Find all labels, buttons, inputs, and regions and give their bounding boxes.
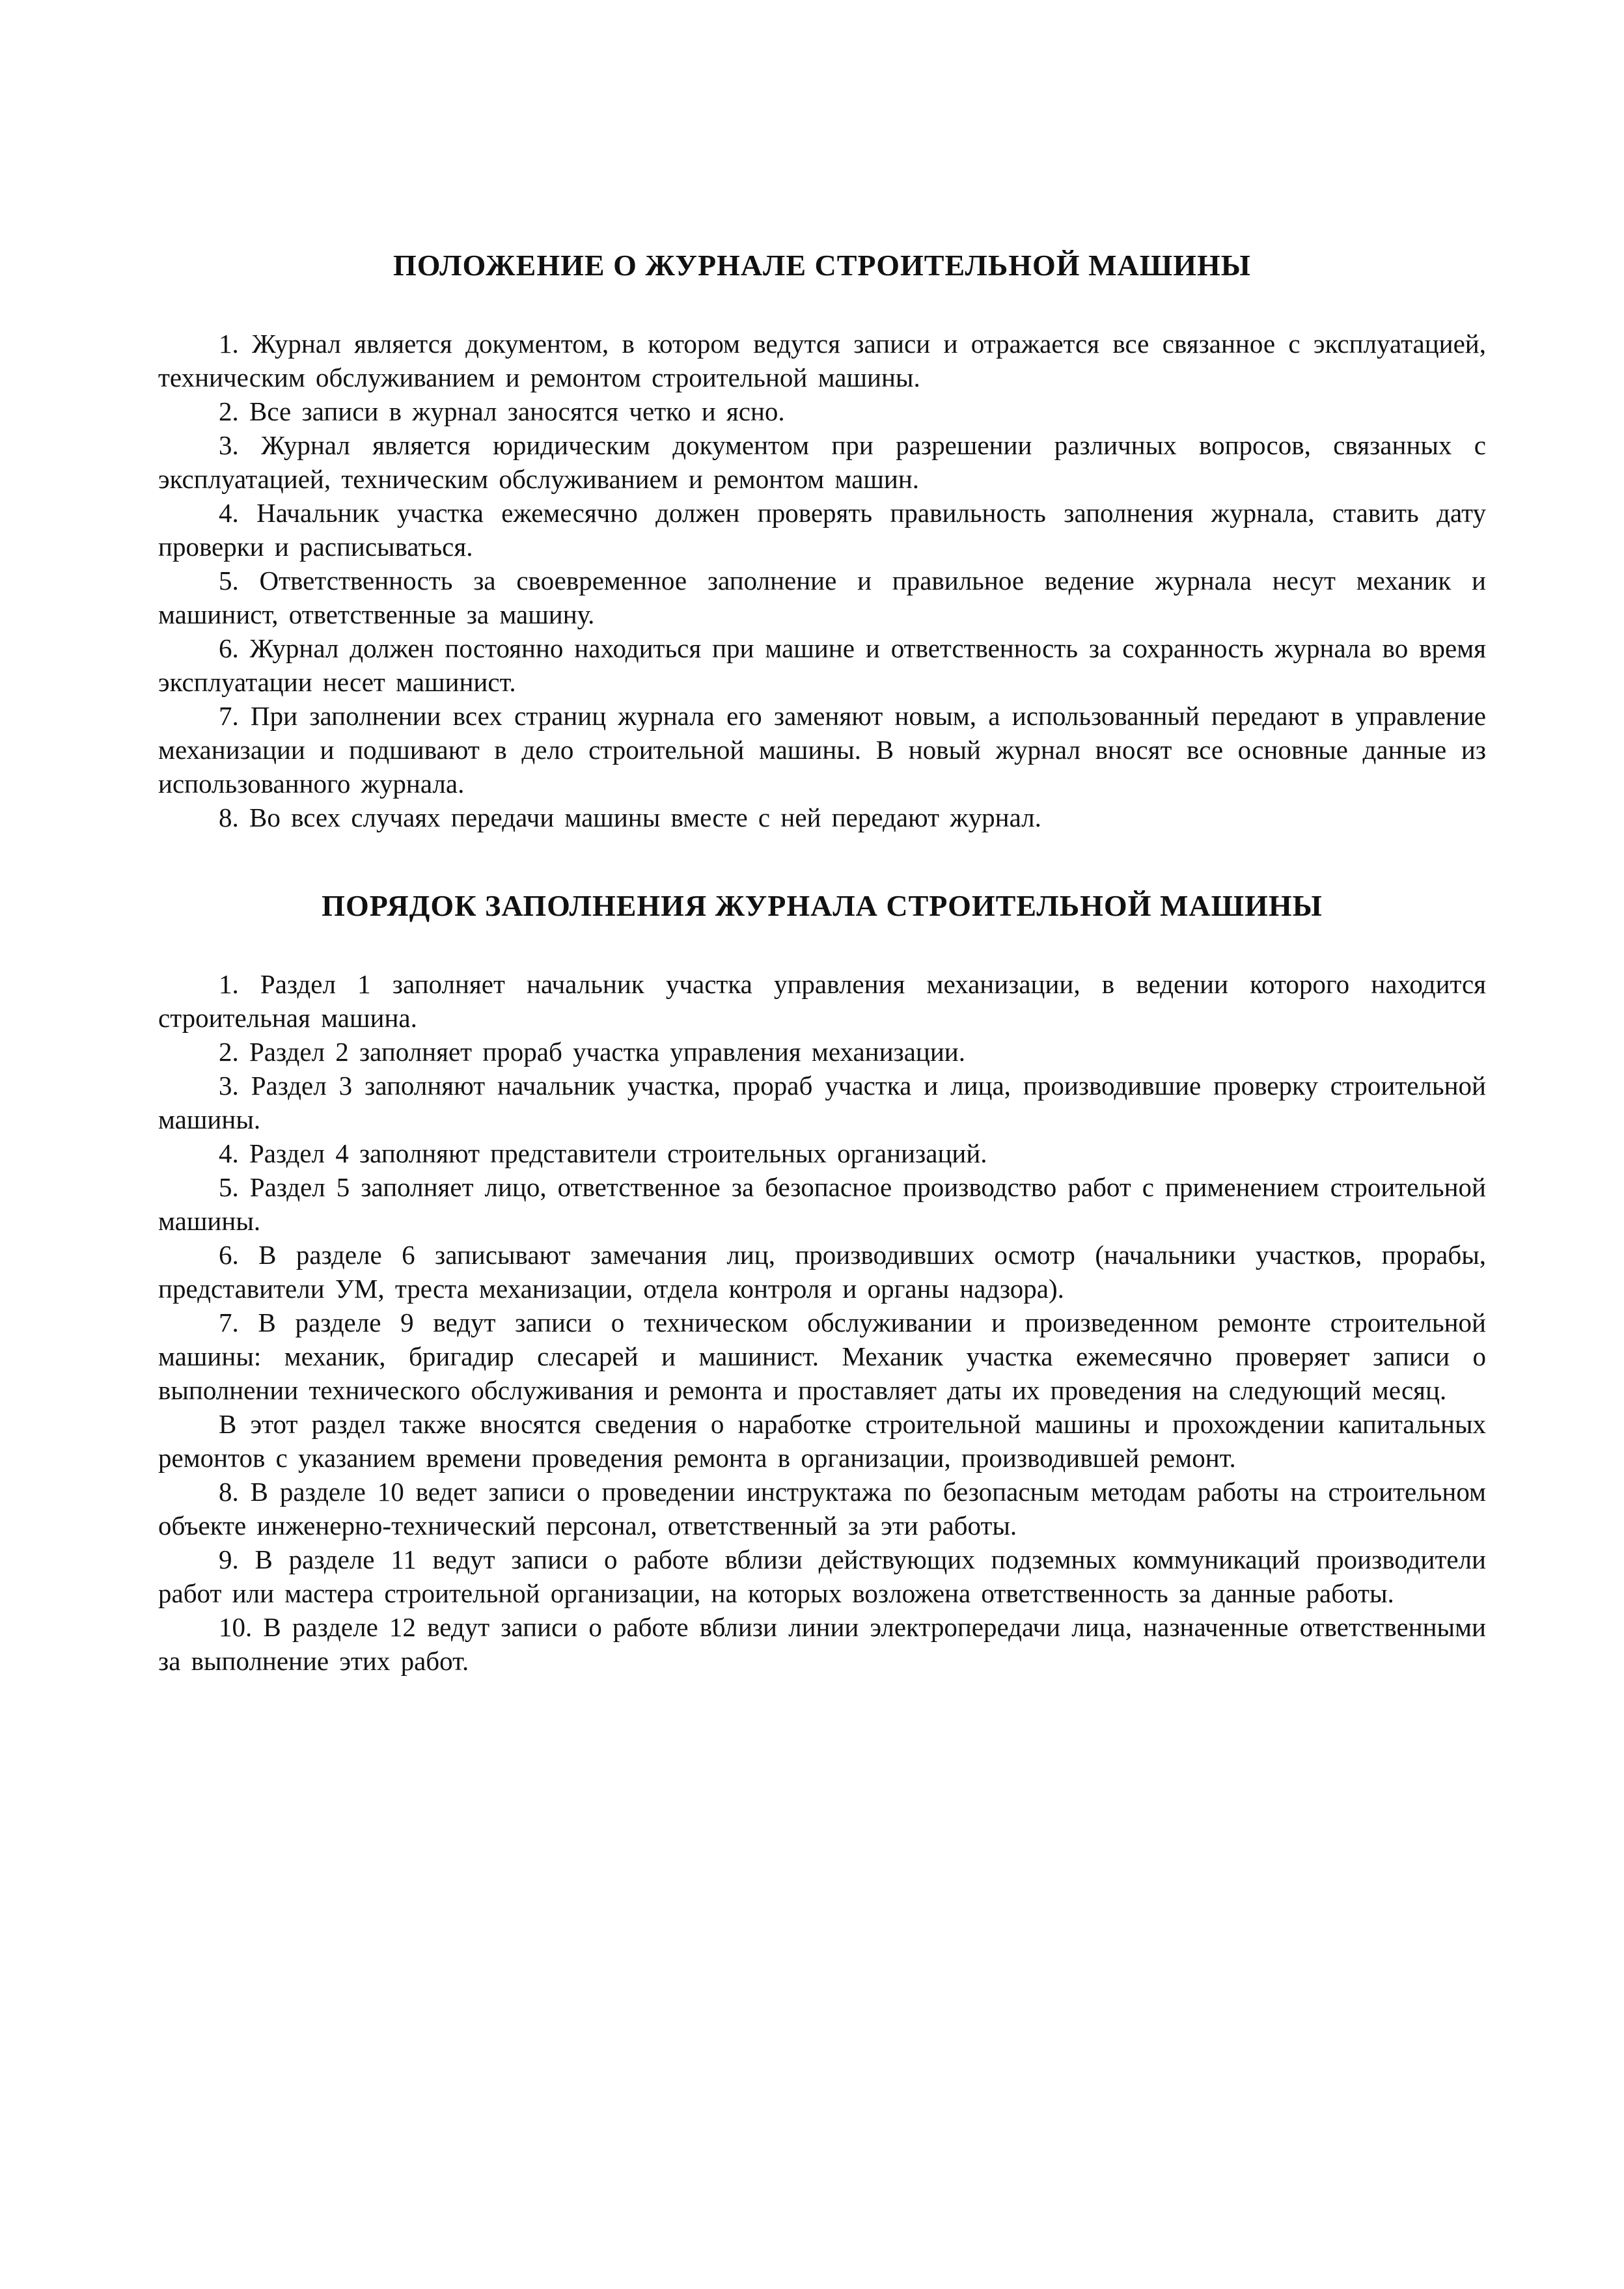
- section-title: ПОРЯДОК ЗАПОЛНЕНИЯ ЖУРНАЛА СТРОИТЕЛЬНОЙ МАШИНЫ: [322, 889, 1323, 922]
- paragraph: 10. В разделе 12 ведут записи о работе вблизи линии электропередачи лица, назначенные ответственными за выполнение этих работ.: [158, 1612, 1486, 1676]
- paragraph: 8. Во всех случаях передачи машины вместе с ней передают журнал.: [219, 802, 1041, 832]
- paragraph: 5. Раздел 5 заполняет лицо, ответственное за безопасное производство работ с применением строительной машины.: [158, 1172, 1486, 1236]
- section-title: ПОЛОЖЕНИЕ О ЖУРНАЛЕ СТРОИТЕЛЬНОЙ МАШИНЫ: [393, 249, 1251, 282]
- paragraph: 1. Журнал является документом, в котором ведутся записи и отражается все связанное с эксплуатацией, техническим обслуживанием и ремонтом строительной машины.: [158, 329, 1486, 392]
- paragraph: 6. Журнал должен постоянно находиться при машине и ответственность за сохранность журнала во время эксплуатации несет машинист.: [158, 633, 1486, 697]
- paragraph: 3. Журнал является юридическим документом при разрешении различных вопросов, связанных с эксплуатацией, техническим обслуживанием и ремонтом машин.: [158, 430, 1486, 494]
- paragraph: 7. При заполнении всех страниц журнала его заменяют новым, а использованный передают в управление механизации и подшивают в дело строительной машины. В новый журнал вносят все основные данные из использованного журнала.: [158, 701, 1486, 799]
- section-regulations: [158, 246, 1486, 834]
- paragraph: 9. В разделе 11 ведут записи о работе вблизи действующих подземных коммуникаций производители работ или мастера строительной организации, на которых возложена ответственность за данные работы.: [158, 1544, 1486, 1608]
- paragraph: 7. В разделе 9 ведут записи о техническом обслуживании и произведенном ремонте строительной машины: механик, бригадир слесарей и машинист. Механик участка ежемесячно проверяет записи о выполнении технического обслуживания и ремонта и проставляет даты их проведения на следующий месяц.: [158, 1308, 1486, 1405]
- paragraph: 5. Ответственность за своевременное заполнение и правильное ведение журнала несут механик и машинист, ответственные за машину.: [158, 566, 1486, 629]
- paragraph: 2. Раздел 2 заполняет прораб участка управления механизации.: [219, 1037, 965, 1067]
- paragraph: 3. Раздел 3 заполняют начальник участка, прораб участка и лица, производившие проверку строительной машины.: [158, 1071, 1486, 1134]
- section-filling-procedure: [158, 886, 1486, 1678]
- paragraph: В этот раздел также вносятся сведения о наработке строительной машины и прохождении капитальных ремонтов с указанием времени проведения ремонта в организации, производившей ремонт.: [158, 1409, 1486, 1473]
- paragraph: 4. Начальник участка ежемесячно должен проверять правильность заполнения журнала, ставить дату проверки и расписываться.: [158, 498, 1486, 562]
- paragraph: 1. Раздел 1 заполняет начальник участка управления механизации, в ведении которого находится строительная машина.: [158, 969, 1486, 1033]
- paragraph: 4. Раздел 4 заполняют представители строительных организаций.: [219, 1138, 987, 1168]
- paragraph: 2. Все записи в журнал заносятся четко и ясно.: [219, 396, 785, 426]
- paragraph: 6. В разделе 6 записывают замечания лиц, производивших осмотр (начальники участков, прорабы, представители УМ, треста механизации, отдела контроля и органы надзора).: [158, 1240, 1486, 1304]
- paragraph: 8. В разделе 10 ведет записи о проведении инструктажа по безопасным методам работы на строительном объекте инженерно-технический персонал, ответственный за эти работы.: [158, 1477, 1486, 1541]
